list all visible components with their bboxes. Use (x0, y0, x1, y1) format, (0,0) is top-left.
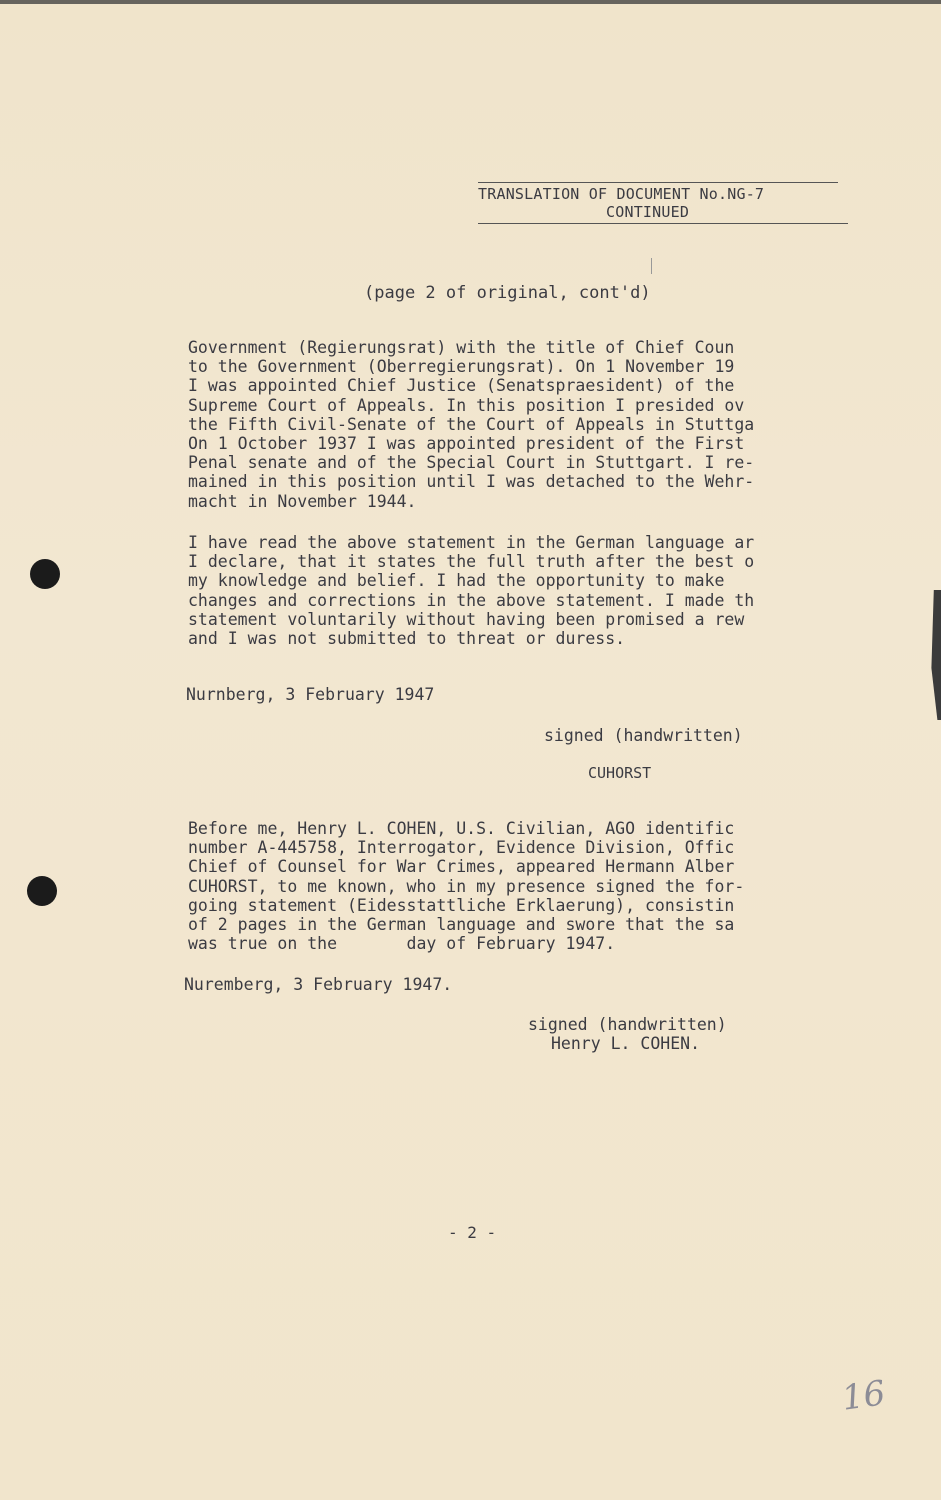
header-rule-bottom (478, 223, 848, 224)
page-number: - 2 - (448, 1223, 497, 1242)
signature-label-1: signed (handwritten) (544, 726, 743, 745)
paragraph-career (188, 338, 888, 511)
header-rule-top (478, 182, 838, 183)
text-line: Supreme Court of Appeals. In this position I presided ov (188, 395, 745, 415)
text-line: macht in November 1944. (188, 491, 417, 511)
signature-name-1: CUHORST (588, 764, 652, 782)
text-line: the Fifth Civil-Senate of the Court of Appeals in Stuttga (188, 414, 755, 434)
header-title: TRANSLATION OF DOCUMENT No.NG-7 (478, 185, 765, 203)
punch-hole (30, 559, 60, 589)
text-line: I have read the above statement in the German language ar (188, 533, 755, 552)
text-line: I was appointed Chief Justice (Senatspraesident) of the (188, 376, 735, 396)
signature-label-2: signed (handwritten) (528, 1015, 727, 1034)
text-line: going statement (Eidesstattliche Erklaerung), consistin (188, 895, 735, 915)
text-line: my knowledge and belief. I had the opportunity to make (188, 571, 725, 591)
pencil-mark (651, 258, 652, 274)
text-line: Government (Regierungsrat) with the title of Chief Coun (188, 338, 735, 357)
handwritten-folio-number: 16 (839, 1373, 888, 1419)
original-page-note: (page 2 of original, cont'd) (364, 283, 651, 303)
text-line: Chief of Counsel for War Crimes, appeared Hermann Alber (188, 857, 735, 877)
page-edge-tear (929, 590, 941, 720)
text-line: CUHORST, to me known, who in my presence signed the for- (188, 876, 745, 896)
header-continued: CONTINUED (606, 203, 690, 221)
text-line: to the Government (Oberregierungsrat). On 1 November 19 (188, 357, 735, 377)
paragraph-declaration (188, 533, 888, 648)
place-date-2: Nuremberg, 3 February 1947. (184, 975, 453, 994)
top-edge-shadow (0, 0, 941, 4)
punch-hole (27, 876, 57, 906)
text-line: Before me, Henry L. COHEN, U.S. Civilian, AGO identific (188, 819, 735, 838)
text-line: number A-445758, Interrogator, Evidence Division, Offic (188, 838, 735, 858)
text-line: I declare, that it states the full truth after the best o (188, 552, 755, 572)
text-line: changes and corrections in the above statement. I made th (188, 590, 755, 610)
text-line: On 1 October 1937 I was appointed president of the First (188, 434, 745, 454)
text-line: statement voluntarily without having been promised a rew (188, 609, 745, 629)
document-header (478, 182, 848, 224)
text-line: of 2 pages in the German language and swore that the sa (188, 915, 735, 935)
text-line: Penal senate and of the Special Court in Stuttgart. I re- (188, 453, 755, 473)
signature-name-2: Henry L. COHEN. (551, 1034, 701, 1053)
text-line: and I was not submitted to threat or duress. (188, 629, 626, 649)
text-line: was true on the day of February 1947. (188, 934, 616, 954)
paragraph-attestation (188, 819, 888, 953)
place-date-1: Nurnberg, 3 February 1947 (186, 685, 435, 704)
text-line: mained in this position until I was detached to the Wehr- (188, 472, 755, 492)
